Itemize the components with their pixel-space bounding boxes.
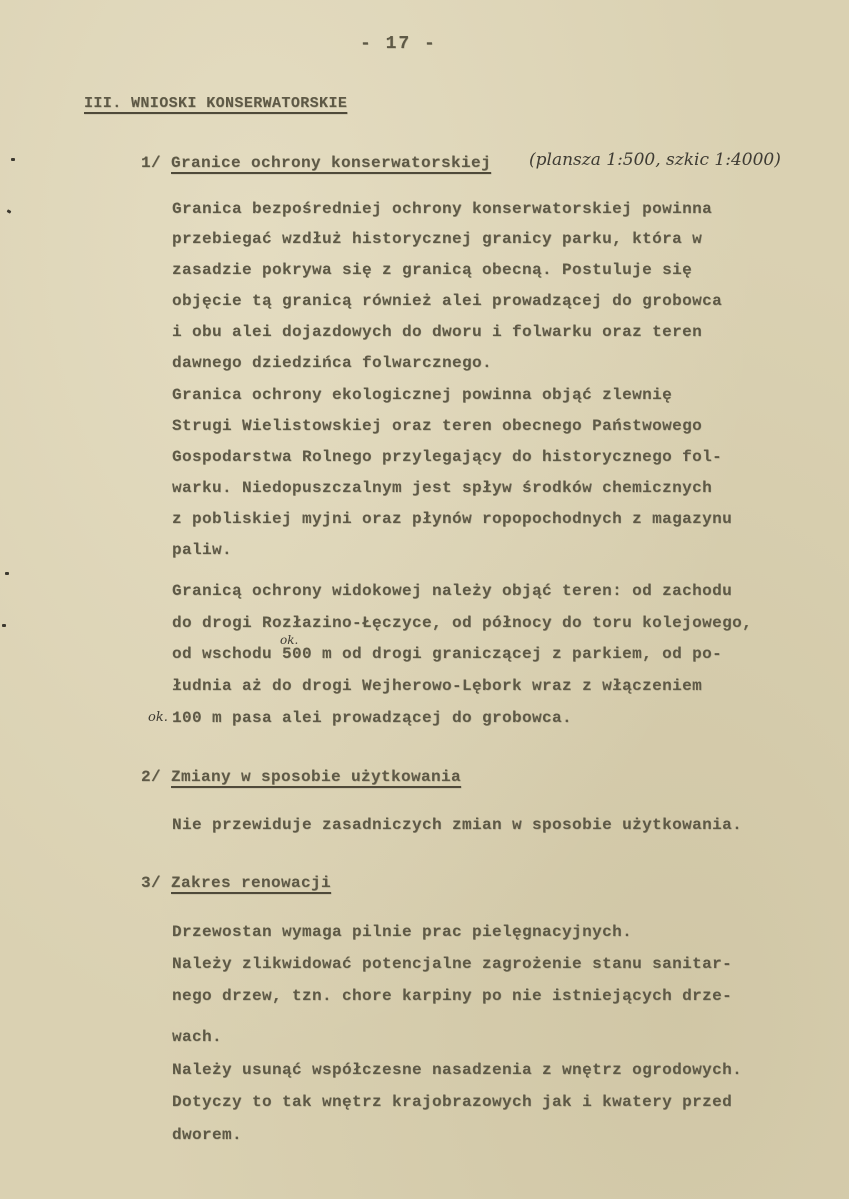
body-line: łudnia aż do drogi Wejherowo-Lębork wraz z włączeniem [172,677,703,695]
body-line: wach. [172,1028,223,1046]
section-2-heading [141,768,461,786]
body-line: objęcie tą granicą również alei prowadzącej do grobowca [172,292,723,310]
section-3-number: 3/ [141,874,172,892]
body-line: Należy usunąć współczesne nasadzenia z wnętrz ogrodowych. [172,1061,743,1079]
body-line: Należy zlikwidować potencjalne zagrożenie stanu sanitar- [172,955,733,973]
body-line: Granicą ochrony widokowej należy objąć teren: od zachodu [172,582,733,600]
body-line: 100 m pasa alei prowadzącej do grobowca. [172,709,573,727]
margin-mark [5,572,9,575]
section-2-number: 2/ [141,768,172,786]
body-line: nego drzew, tzn. chore karpiny po nie istniejących drze- [172,987,733,1005]
body-line: przebiegać wzdłuż historycznej granicy parku, która w [172,230,703,248]
handwritten-ok-note: ok. [280,633,299,647]
body-line: Granica bezpośredniej ochrony konserwatorskiej powinna [172,200,713,218]
section-1-number: 1/ [141,154,172,172]
handwritten-scale-note: (plansza 1:500, szkic 1:4000) [529,150,781,170]
section-3-heading-visible: Zakres renowacji [171,874,332,892]
body-line: do drogi Rozłazino-Łęczyce, od północy do toru kolejowego, [172,614,753,632]
body-line: paliw. [172,541,233,559]
body-line: Granica ochrony ekologicznej powinna objąć zlewnię [172,386,673,404]
body-line: Drzewostan wymaga pilnie prac pielęgnacyjnych. [172,923,633,941]
handwritten-ok-note: ok. [148,710,168,725]
section-2-heading-visible: Zmiany w sposobie użytkowania [171,768,462,786]
body-line: i obu alei dojazdowych do dworu i folwarku oraz teren [172,323,703,341]
section-1-heading [141,154,491,172]
chapter-title: III. WNIOSKI KONSERWATORSKIE [84,95,348,112]
body-line: Strugi Wielistowskiej oraz teren obecnego Państwowego [172,417,703,435]
margin-mark [2,624,6,627]
body-line: Gospodarstwa Rolnego przylegający do historycznego fol- [172,448,723,466]
body-line: zasadzie pokrywa się z granicą obecną. Postuluje się [172,261,693,279]
body-line: warku. Niedopuszczalnym jest spływ środków chemicznych [172,479,713,497]
body-line: Dotyczy to tak wnętrz krajobrazowych jak i kwatery przed [172,1093,733,1111]
body-line: dworem. [172,1126,243,1144]
page-number: - 17 - [360,34,437,54]
margin-mark [11,158,15,161]
body-line: od wschodu 500 m od drogi graniczącej z parkiem, od po- [172,645,723,663]
body-line: z pobliskiej myjni oraz płynów ropopochodnych z magazynu [172,510,733,528]
body-line: Nie przewiduje zasadniczych zmian w sposobie użytkowania. [172,816,743,834]
margin-mark [7,209,12,214]
body-line: dawnego dziedzińca folwarcznego. [172,354,493,372]
section-1-heading-visible: Granice ochrony konserwatorskiej [171,154,492,172]
section-3-heading [141,874,331,892]
